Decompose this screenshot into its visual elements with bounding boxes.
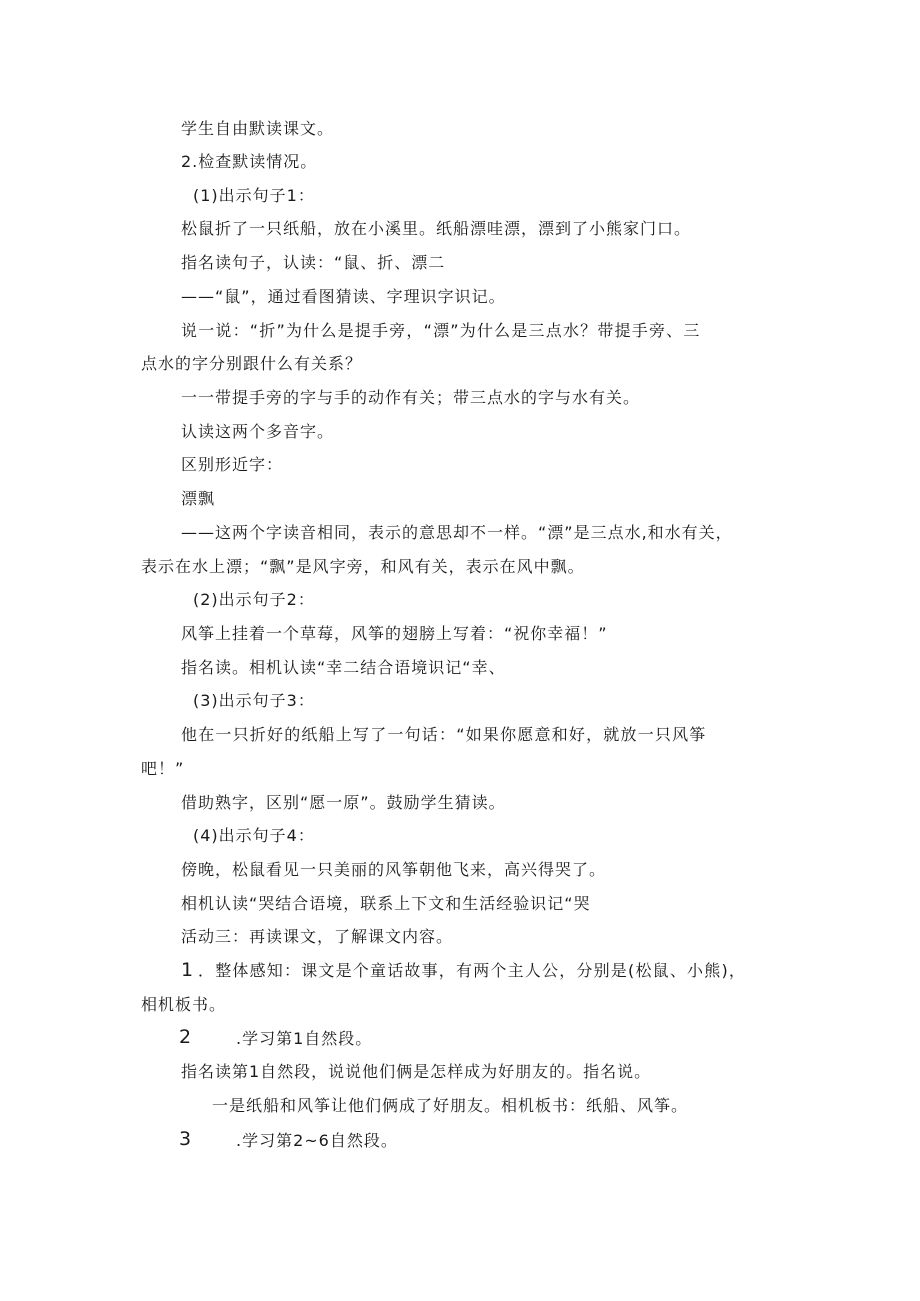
text-line: (3)出示句子3： [193,691,315,710]
text-line: (4)出示句子4： [193,826,315,845]
text-line: 点水的字分别跟什么有关系？ [141,354,363,373]
text-line: 借助熟字，区别“愿一原”。鼓励学生猜读。 [181,793,506,812]
text-line: 指名读第1自然段，说说他们俩是怎样成为好朋友的。指名说。 [181,1062,652,1081]
text-line: 区别形近字： [181,455,284,474]
text-line: 傍晚，松鼠看见一只美丽的风筝朝他飞来，高兴得哭了。 [181,860,607,879]
text-line: 风筝上挂着一个草莓，风筝的翅膀上写着：“祝你幸福！” [181,624,608,643]
text-line: 认读这两个多音字。 [181,422,335,441]
text-line: ．整体感知：课文是个童话故事，有两个主人公，分别是(松鼠、小熊)， [198,961,747,980]
list-number: 1 [181,959,195,981]
text-line: 2.检查默读情况。 [181,152,318,171]
text-line: (2)出示句子2： [193,590,315,609]
text-line: 相机认读“哭结合语境，联系上下文和生活经验识记“哭 [181,894,591,913]
text-line: 吧！” [141,759,185,778]
text-line: .学习第1自然段。 [236,1029,373,1048]
text-line: 相机板书。 [141,995,227,1014]
text-line: .学习第2~6自然段。 [236,1131,398,1150]
text-line: 表示在水上漂；“飘”是风字旁，和风有关，表示在风中飘。 [141,557,585,576]
list-number: 2 [179,1026,193,1048]
text-line: 他在一只折好的纸船上写了一句话：“如果你愿意和好，就放一只风筝 [181,725,707,744]
text-line: ——这两个字读音相同，表示的意思却不一样。“漂”是三点水,和水有关， [181,523,733,542]
text-line: 指名读句子，认读：“鼠、折、漂二 [181,253,446,272]
text-line: 活动三：再读课文，了解课文内容。 [181,927,454,946]
text-line: 一是纸船和风筝让他们俩成了好朋友。相机板书：纸船、风筝。 [212,1096,689,1115]
text-line: 松鼠折了一只纸船，放在小溪里。纸船漂哇漂，漂到了小熊家门口。 [181,219,692,238]
text-line: 一一带提手旁的字与手的动作有关；带三点水的字与水有关。 [181,388,641,407]
text-line: 指名读。相机认读“幸二结合语境识记“幸、 [181,658,506,677]
text-line: 漂飘 [181,489,216,508]
list-number: 3 [179,1128,193,1150]
text-line: 学生自由默读课文。 [181,119,335,138]
text-line: (1)出示句子1： [193,186,315,205]
text-line: ——“鼠”，通过看图猜读、字理识字识记。 [181,287,506,306]
text-line: 说一说：“折”为什么是提手旁，“漂”为什么是三点水？带提手旁、三 [181,321,701,340]
